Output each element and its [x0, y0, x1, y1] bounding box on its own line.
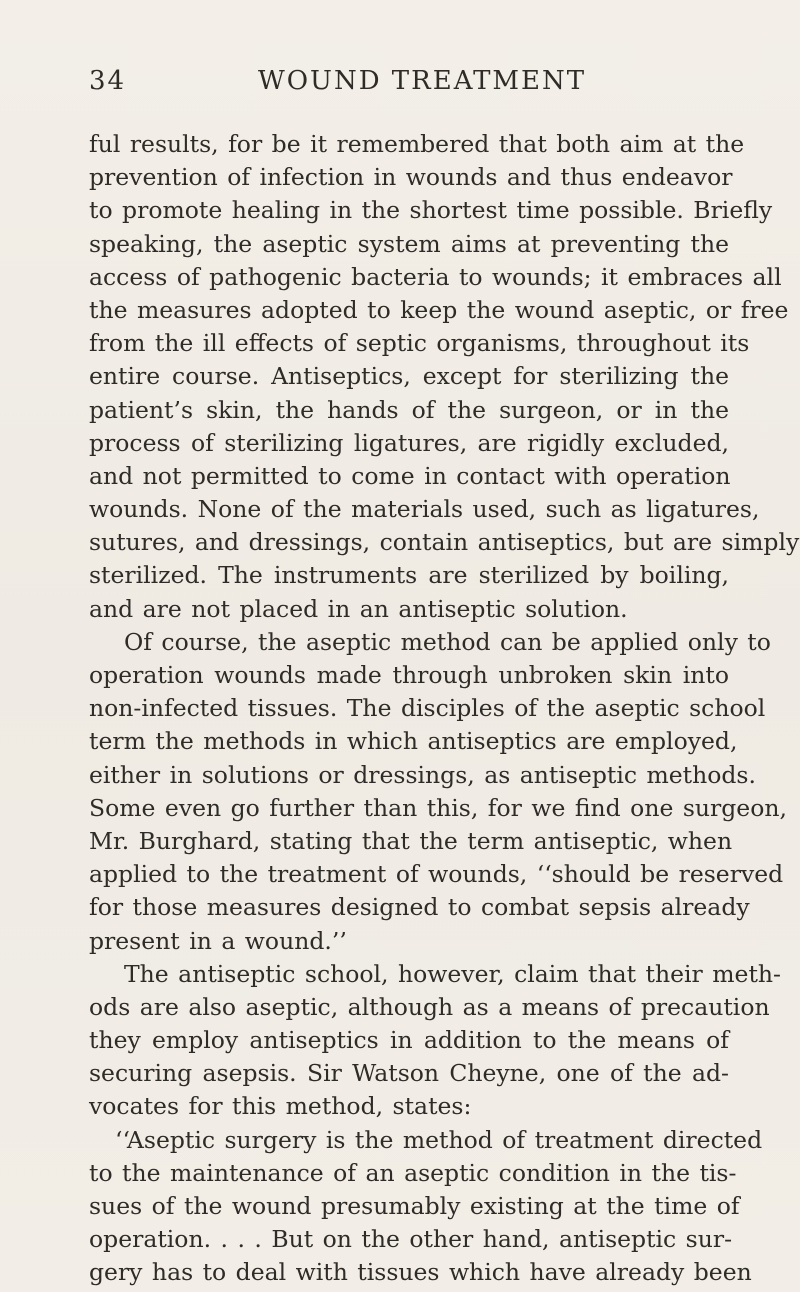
body-text — [89, 128, 800, 1290]
text-line: wounds. None of the materials used, such as ligatures, — [89, 495, 760, 524]
text-line: ful results, for be it remembered that both aim at the — [89, 130, 745, 158]
text-line: to promote healing in the shortest time possible. Briefly — [89, 196, 773, 225]
running-title: WOUND TREATMENT — [258, 66, 587, 96]
text-line: patient’s skin, the hands of the surgeon, or in the — [89, 395, 729, 424]
text-line: speaking, the aseptic system aims at preventing the — [89, 229, 729, 258]
text-line: Some even go further than this, for we find one surgeon, — [89, 793, 787, 822]
text-line: entire course. Antiseptics, except for sterilizing the — [89, 362, 729, 391]
paragraph-start-line: Of course, the aseptic method can be applied only to — [124, 627, 771, 656]
text-line: securing asepsis. Sir Watson Cheyne, one of the ad- — [89, 1059, 729, 1088]
text-line: prevention of infection in wounds and thus endeavor — [89, 163, 733, 192]
running-head — [89, 66, 729, 102]
text-line: Mr. Burghard, stating that the term antiseptic, when — [89, 826, 733, 855]
text-line: the measures adopted to keep the wound aseptic, or free — [89, 295, 789, 324]
text-line: process of sterilizing ligatures, are rigidly excluded, — [89, 428, 729, 457]
text-line: to the maintenance of an aseptic condition in the tis- — [89, 1158, 737, 1187]
paragraph-end-line: vocates for this method, states: — [89, 1092, 472, 1121]
text-line: ods are also aseptic, although as a means of precaution — [89, 992, 770, 1021]
text-line: they employ antiseptics in addition to the means of — [89, 1026, 729, 1055]
paragraph-start-line: The antiseptic school, however, claim that their meth- — [124, 959, 781, 988]
text-line: either in solutions or dressings, as antiseptic methods. — [89, 760, 756, 789]
page-number: 34 — [89, 66, 127, 96]
text-line: non-infected tissues. The disciples of the aseptic school — [89, 694, 766, 723]
text-line: from the ill effects of septic organisms, throughout its — [89, 329, 750, 358]
text-line: sutures, and dressings, contain antiseptics, but are simply — [89, 528, 800, 557]
text-line: and not permitted to come in contact with operation — [89, 461, 731, 490]
paragraph-end-line: present in a wound.’’ — [89, 926, 347, 955]
quote-start-line: ‘‘Aseptic surgery is the method of treatment directed — [115, 1125, 763, 1154]
text-line: applied to the treatment of wounds, ‘‘should be reserved — [89, 860, 784, 889]
text-line: term the methods in which antiseptics are employed, — [89, 727, 738, 756]
text-line: sterilized. The instruments are sterilized by boiling, — [89, 561, 729, 590]
text-line: sues of the wound presumably existing at the time of — [89, 1192, 740, 1220]
text-line: operation. . . . But on the other hand, antiseptic sur- — [89, 1225, 733, 1254]
paragraph-end-line: and are not placed in an antiseptic solution. — [89, 594, 628, 623]
text-line: access of pathogenic bacteria to wounds; it embraces all — [89, 262, 782, 291]
text-line: operation wounds made through unbroken skin into — [89, 661, 729, 689]
text-line: gery has to deal with tissues which have already been — [89, 1258, 752, 1287]
text-line: for those measures designed to combat sepsis already — [89, 893, 750, 922]
